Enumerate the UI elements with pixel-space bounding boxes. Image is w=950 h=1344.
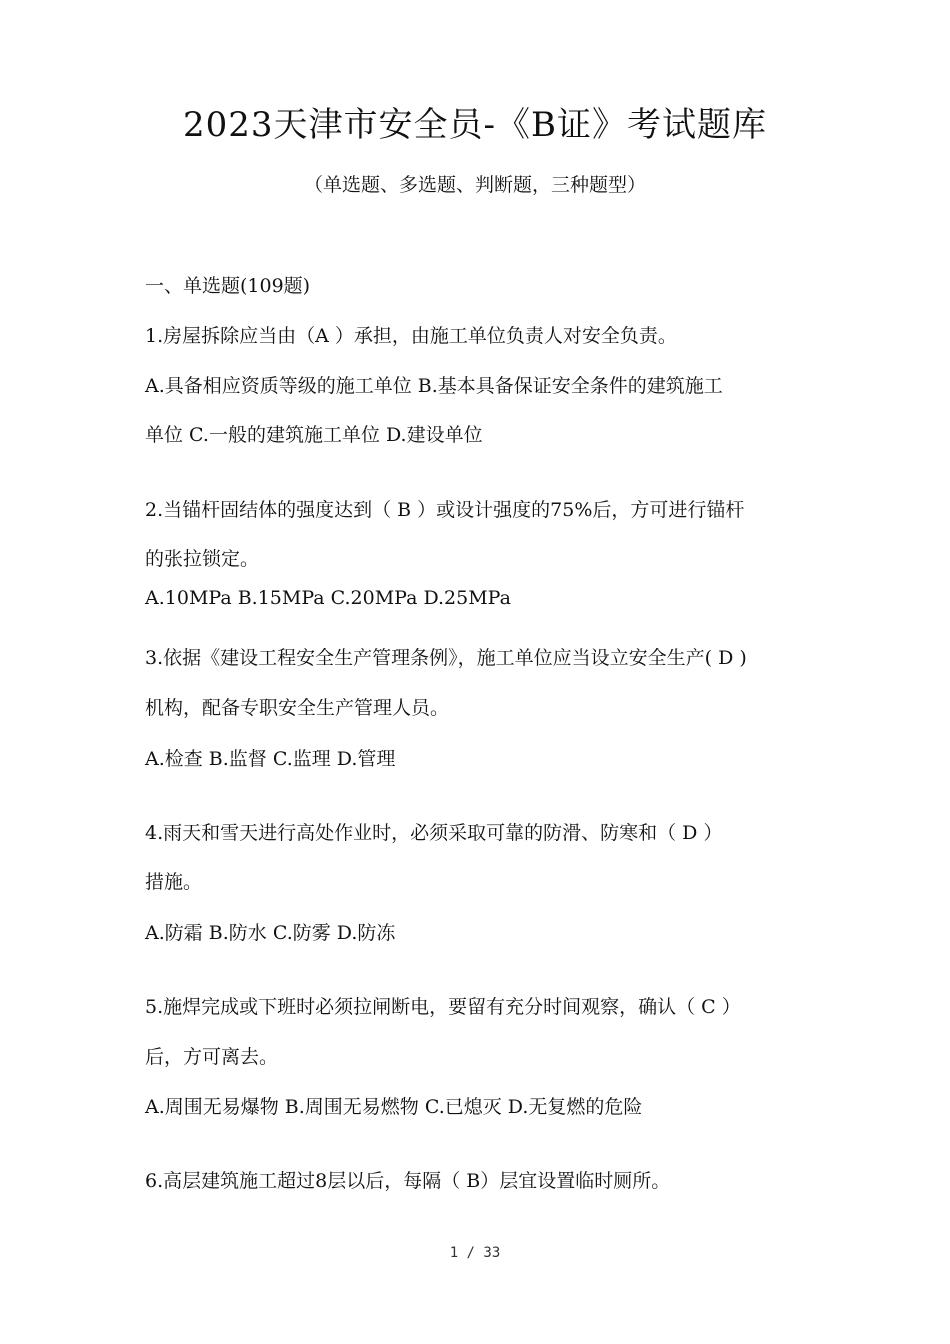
section-heading: 一、单选题(109题) <box>145 275 311 297</box>
question-1-options-line-1: A.具备相应资质等级的施工单位 B.基本具备保证安全条件的建筑施工 <box>145 375 723 397</box>
question-2-stem-line-1: 2.当锚杆固结体的强度达到（ B ）或设计强度的75%后，方可进行锚杆 <box>145 499 745 521</box>
question-2-stem-line-2: 的张拉锁定。 <box>145 548 260 570</box>
page-number: 1 / 33 <box>449 1245 501 1261</box>
question-4-stem-line-2: 措施。 <box>145 871 203 893</box>
question-1-stem-line-1: 1.房屋拆除应当由（A ）承担，由施工单位负责人对安全负责。 <box>145 325 677 347</box>
question-3-options-line-1: A.检查 B.监督 C.监理 D.管理 <box>145 748 396 770</box>
document-title: 2023天津市安全员-《B证》考试题库 <box>183 105 767 145</box>
question-4-stem-line-1: 4.雨天和雪天进行高处作业时，必须采取可靠的防滑、防寒和（ D ） <box>145 822 723 844</box>
question-3-stem-line-2: 机构，配备专职安全生产管理人员。 <box>145 697 450 719</box>
question-2-options-line-1: A.10MPa B.15MPa C.20MPa D.25MPa <box>145 587 511 609</box>
question-5-stem-line-1: 5.施焊完成或下班时必须拉闸断电，要留有充分时间观察，确认（ C ） <box>145 996 741 1018</box>
question-5-options-line-1: A.周围无易爆物 B.周围无易燃物 C.已熄灭 D.无复燃的危险 <box>145 1096 643 1118</box>
question-6-stem-line-1: 6.高层建筑施工超过8层以后，每隔（ B）层宜设置临时厕所。 <box>145 1170 671 1192</box>
question-3-stem-line-1: 3.依据《建设工程安全生产管理条例》，施工单位应当设立安全生产( D ) <box>145 647 747 669</box>
document-subtitle: （单选题、多选题、判断题，三种题型） <box>303 174 646 196</box>
question-1-options-line-2: 单位 C.一般的建筑施工单位 D.建设单位 <box>145 424 483 446</box>
question-4-options-line-1: A.防霜 B.防水 C.防雾 D.防冻 <box>145 922 396 944</box>
question-5-stem-line-2: 后，方可离去。 <box>145 1046 279 1068</box>
